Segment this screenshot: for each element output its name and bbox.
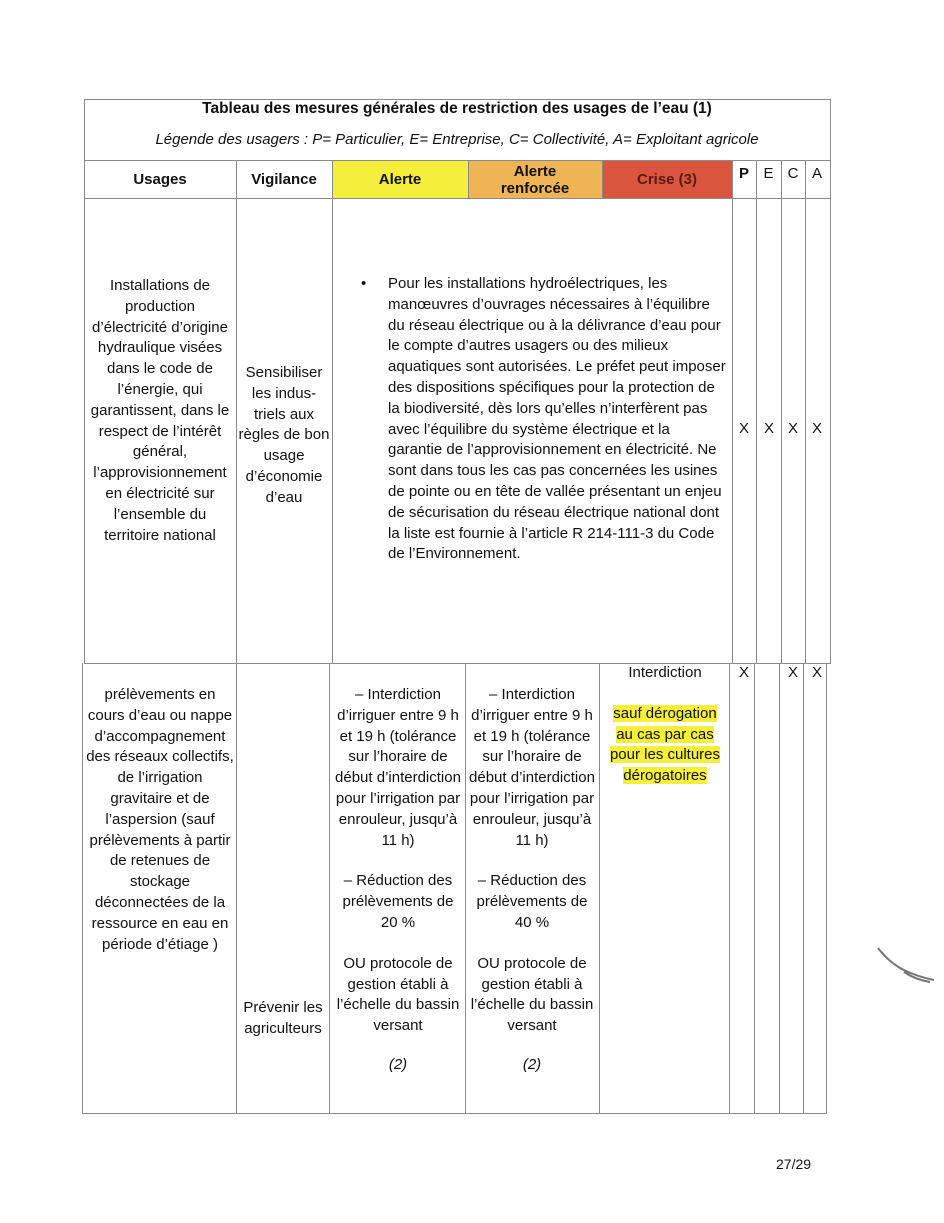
row2-renforcee (467, 685, 597, 1076)
row2-alerte-note: (2) (388, 1055, 408, 1073)
header-vigilance: Vigilance (251, 171, 317, 188)
row2-alerte-protocole: OU protocole de gestion établi à l’échelle du bassin versant (336, 954, 460, 1035)
page-number: 27/29 (776, 1156, 812, 1172)
row2-vigilance: Prévenir les agriculteurs (243, 999, 323, 1037)
header-p: P (738, 164, 749, 182)
row2-renforcee-note: (2) (522, 1055, 542, 1073)
bullet-icon: • (361, 275, 367, 292)
row2-renforcee-interdiction: – Interdiction d’irriguer entre 9 h et 19 h (tolérance sur l’horaire de début d’interdiction pour l’irrigation par enrouleur, jusqu’à 11 h) (469, 686, 595, 849)
table-title: Tableau des mesures générales de restriction des usages de l’eau (1) (202, 100, 712, 117)
row2-alerte (333, 685, 463, 1076)
row2-renforcee-reduction: – Réduction des prélèvements de 40 % (476, 872, 588, 931)
header-c: C (787, 164, 799, 182)
row1-measure (356, 274, 732, 565)
row1-a: X (811, 420, 822, 437)
row2-alerte-reduction: – Réduction des prélèvements de 20 % (342, 872, 454, 931)
header-usages: Usages (133, 171, 187, 188)
highlighted-derogation-text: sauf dérogation au cas par cas pour les cultures dérogatoires (609, 704, 721, 785)
header-a: A (811, 164, 822, 182)
row2-crise-interdiction: Interdiction (628, 664, 702, 681)
row2-renforcee-protocole: OU protocole de gestion établi à l’échelle du bassin versant (470, 954, 594, 1035)
header-alerte: Alerte (332, 161, 468, 198)
scan-smudge-icon (874, 942, 936, 988)
row2-p: X (738, 664, 749, 681)
header-crise: Crise (3) (602, 161, 732, 198)
row1-e: X (763, 420, 774, 437)
header-e: E (763, 164, 774, 182)
row1-vigilance: Sensibiliser les indus-triels aux règles de bon usage d’économie d’eau (238, 364, 330, 506)
row2-c: X (787, 664, 798, 681)
header-alerte-renforcee: Alerte renforcée (468, 161, 602, 198)
row1-p: X (738, 420, 749, 437)
row1-measure-text: Pour les installations hydroélectriques, les manœuvres d’ouvrages nécessaires à l’équilibre du réseau électrique ou à la délivrance d’eau pour le compte d’autres usagers ou des milieux aquatiques sont autorisées. Le préfet peut imposer des dispositions spécifiques pour la protection de la biodiversité, dès lors qu’elles n’interfèrent pas avec l’équilibre du système électrique et la garantie de l’approvisionnement en électricité. Ne sont dans tous les cas pas concernées les usines de pointe ou en tête de vallée présentant un enjeu de sécurisation du réseau électrique national dont la liste est fournie à l’article R 214-111-3 du Code de l’Environnement. (388, 275, 726, 563)
row1-c: X (787, 420, 798, 437)
row2-a: X (811, 664, 822, 681)
row2-alerte-interdiction: – Interdiction d’irriguer entre 9 h et 19 h (tolérance sur l’horaire de début d’interdiction pour l’irrigation par enrouleur, jusqu’à 11 h) (335, 686, 461, 849)
users-legend: Légende des usagers : P= Particulier, E= Entreprise, C= Collectivité, A= Exploitant agricole (155, 131, 759, 148)
row2-crise (602, 663, 728, 787)
row1-usage: Installations de production d’électricité d’origine hydraulique visées dans le code de l’énergie, qui garantissent, dans le respect de l’intérêt général, l’approvisionnement en électricité sur l’ensemble du territoire national (90, 277, 230, 544)
row2-crise-derogation (602, 704, 728, 787)
row2-usage: prélèvements en cours d’eau ou nappe d’accompagnement des réseaux collectifs, de l’irrigation gravitaire et de l’aspersion (sauf prélèvements à partir de retenues de stockage déconnectées de la ressource en eau en période d’étiage ) (86, 686, 234, 953)
